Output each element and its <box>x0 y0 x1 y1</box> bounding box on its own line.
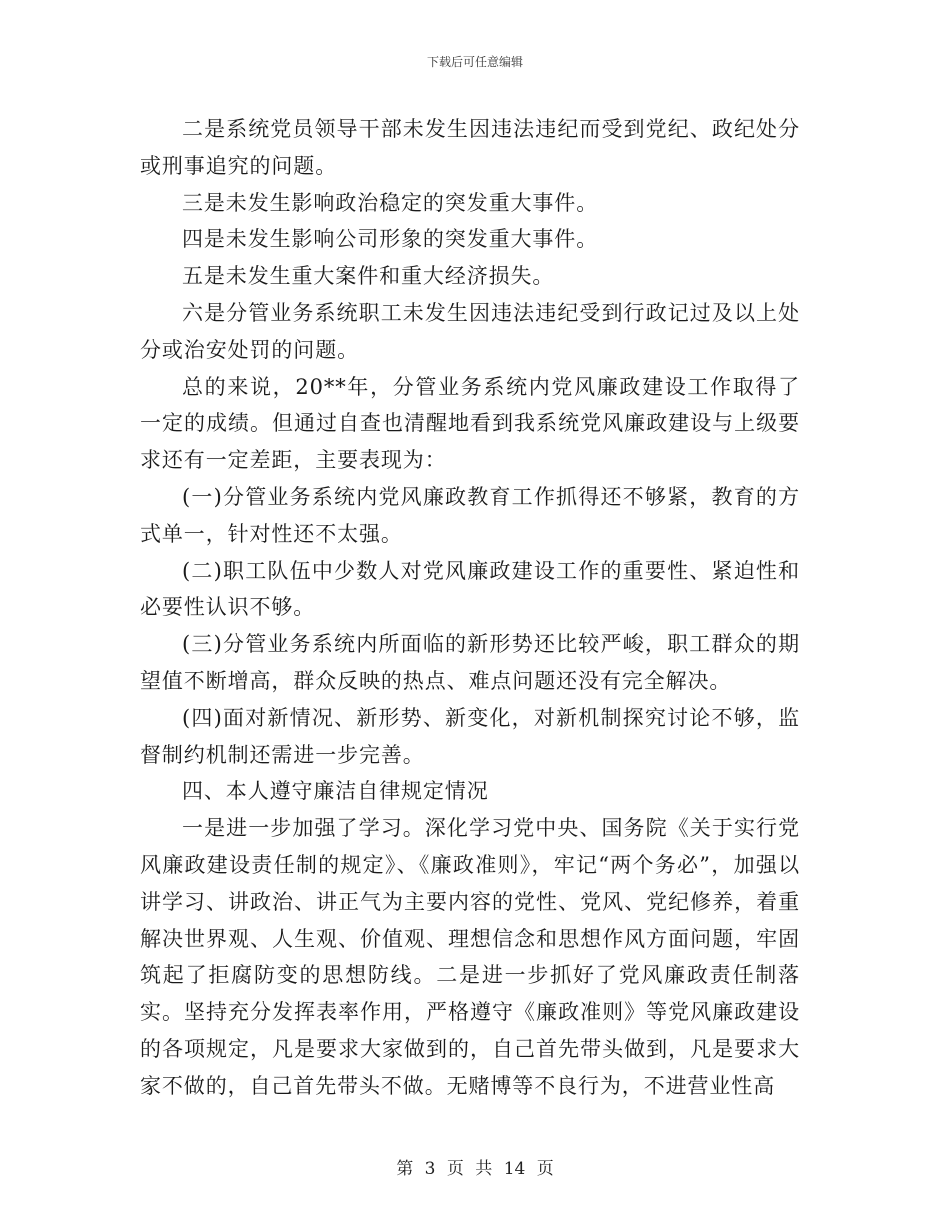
page-header: 下载后可任意编辑 <box>426 55 523 69</box>
paragraph-1: 二是系统党员领导干部未发生因违法违纪而受到党纪、政纪处分或刑事追究的问题。 <box>140 117 800 178</box>
paragraph-9: (三)分管业务系统内所面临的新形势还比较严峻，职工群众的期望值不断增高，群众反映的热点、难点问题还没有完全解决。 <box>140 632 800 693</box>
paragraph-6: 总的来说，20**年，分管业务系统内党风廉政建设工作取得了一定的成绩。但通过自查也清醒地看到我系统党风廉政建设与上级要求还有一定差距，主要表现为： <box>140 374 800 473</box>
paragraph-12: 一是进一步加强了学习。深化学习党中央、国务院《关于实行党风廉政建设责任制的规定》、《廉政准则》，牢记“两个务必”，加强以讲学习、讲政治、讲正气为主要内容的党性、党风、党纪修养，着重解决世界观、人生观、价值观、理想信念和思想作风方面问题，牢固筑起了拒腐防变的思想防线。二是进一步抓好了党风廉政责任制落实。坚持充分发挥表率作用，严格遵守《廉政准则》等党风廉政建设的各项规定，凡是要求大家做到的，自己首先带头做到，凡是要求大家不做的，自己首先带头不做。无赌博等不良行为，不进营业性高 <box>140 816 800 1098</box>
document-body <box>140 111 800 1105</box>
paragraph-3: 四是未发生影响公司形象的突发重大事件。 <box>182 227 599 252</box>
paragraph-2: 三是未发生影响政治稳定的突发重大事件。 <box>182 190 599 215</box>
paragraph-4: 五是未发生重大案件和重大经济损失。 <box>182 264 555 289</box>
paragraph-8: (二)职工队伍中少数人对党风廉政建设工作的重要性、紧迫性和必要性认识不够。 <box>140 558 800 620</box>
paragraph-10: (四)面对新情况、新形势、新变化，对新机制探究讨论不够，监督制约机制还需进一步完善。 <box>140 705 800 767</box>
page-footer: 第 3 页 共 14 页 <box>396 1159 554 1179</box>
paragraph-5: 六是分管业务系统职工未发生因违法违纪受到行政记过及以上处分或治安处罚的问题。 <box>140 300 800 362</box>
section-heading: 四、本人遵守廉洁自律规定情况 <box>182 779 489 804</box>
paragraph-7: (一)分管业务系统内党风廉政教育工作抓得还不够紧，教育的方式单一，针对性还不太强。 <box>140 484 800 546</box>
